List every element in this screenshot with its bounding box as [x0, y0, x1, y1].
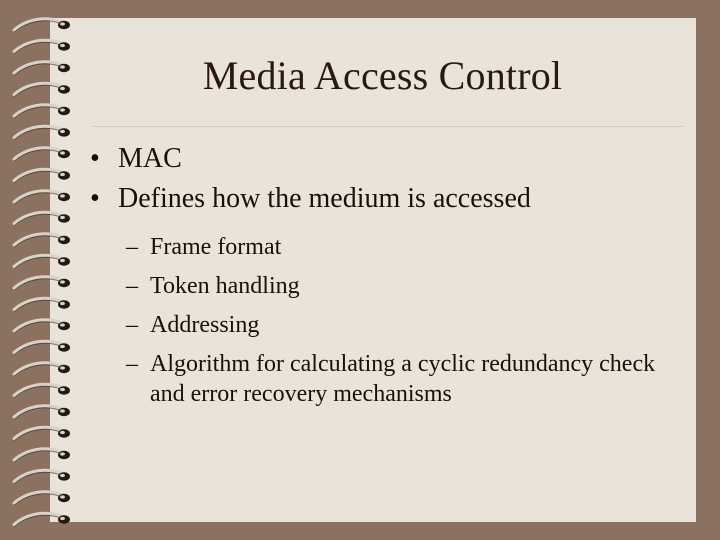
binding-ring	[14, 470, 70, 483]
slide-title: Media Access Control	[202, 53, 563, 98]
dash-icon: –	[126, 312, 138, 338]
dash-icon: –	[126, 273, 138, 299]
binding-ring	[14, 320, 70, 333]
bullet-text: Defines how the medium is accessed	[118, 183, 531, 214]
binding-ring	[14, 406, 70, 419]
binding-ring	[14, 427, 70, 440]
binding-ring	[14, 341, 70, 354]
binding-ring	[14, 191, 70, 204]
binding-ring	[14, 40, 70, 53]
bullet-icon: •	[90, 143, 100, 174]
sub-bullet-item	[126, 271, 686, 301]
dash-icon: –	[126, 351, 138, 377]
binding-ring	[14, 384, 70, 397]
sub-bullet-item	[126, 349, 686, 409]
binding-ring	[14, 169, 70, 182]
spiral-binding	[0, 0, 90, 540]
title-divider	[92, 126, 684, 127]
binding-ring	[14, 212, 70, 225]
binding-ring	[14, 513, 70, 526]
sub-bullet-text: Token handling	[150, 273, 300, 299]
binding-ring	[14, 148, 70, 161]
bullet-icon: •	[90, 183, 100, 214]
binding-ring	[14, 449, 70, 462]
bullet-item	[90, 142, 690, 176]
binding-ring	[14, 234, 70, 247]
sub-bullet-list	[126, 232, 686, 409]
binding-ring	[14, 492, 70, 505]
binding-ring	[14, 83, 70, 96]
binding-ring	[14, 105, 70, 118]
sub-bullet-text: Addressing	[150, 312, 260, 338]
binding-ring	[14, 277, 70, 290]
binding-ring	[14, 298, 70, 311]
binding-ring	[14, 19, 70, 32]
dash-icon: –	[126, 234, 138, 260]
sub-bullet-item	[126, 310, 686, 340]
binding-ring	[14, 363, 70, 376]
bullet-text: MAC	[118, 143, 182, 174]
bullet-item	[90, 182, 690, 216]
sub-bullet-text: Frame format	[150, 234, 282, 260]
sub-bullet-text: Algorithm for calculating a cyclic redundancy check and error recovery mechanisms	[150, 351, 656, 407]
bullet-list	[90, 142, 690, 222]
sub-bullet-item	[126, 232, 686, 262]
binding-ring	[14, 62, 70, 75]
binding-ring	[14, 255, 70, 268]
binding-ring	[14, 126, 70, 139]
